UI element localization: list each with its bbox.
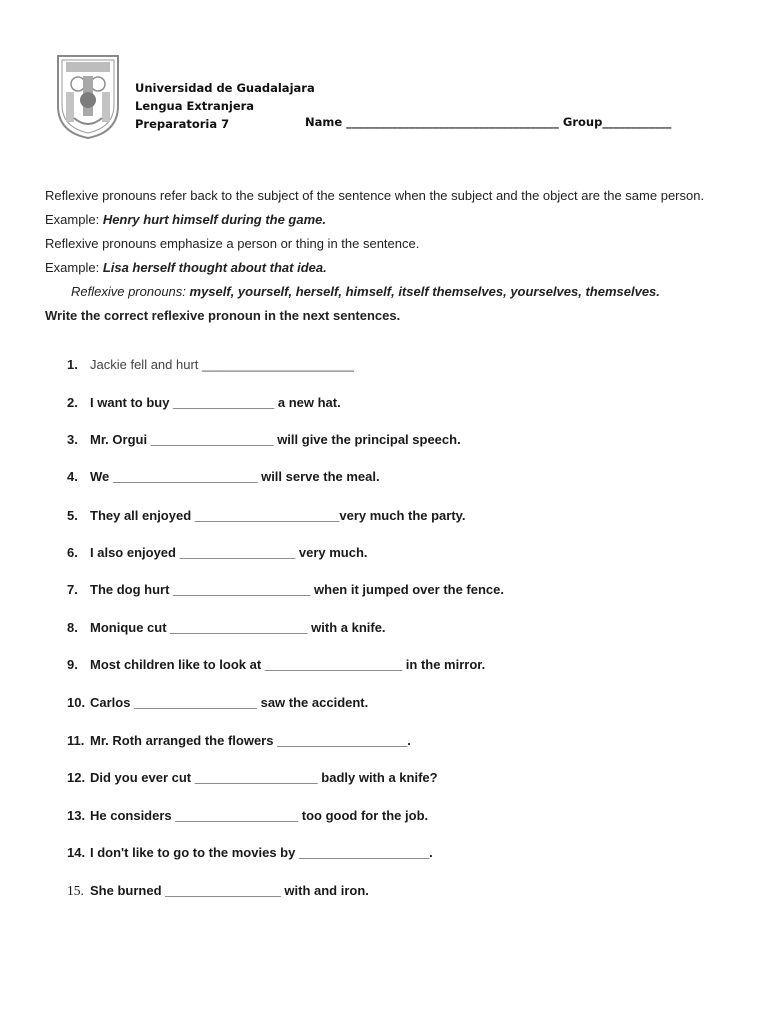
question-number: 11. [67, 733, 85, 748]
question-text: They all enjoyed ____________________very much the party. [90, 508, 466, 523]
pronoun-list [45, 283, 715, 300]
question-number: 6. [67, 545, 78, 560]
question-text: Most children like to look at ___________________ in the mirror. [90, 657, 486, 672]
question-number: 7. [67, 582, 78, 597]
question-item [67, 695, 368, 710]
question-text: We ____________________ will serve the meal. [90, 469, 380, 484]
question-text: I don't like to go to the movies by __________________. [90, 845, 433, 860]
example-1 [45, 211, 715, 228]
question-text: Carlos _________________ saw the accident. [90, 695, 369, 710]
question-item [67, 620, 386, 635]
question-number: 2. [67, 395, 78, 410]
question-text: I want to buy ______________ a new hat. [90, 395, 341, 410]
question-number: 15. [67, 883, 84, 898]
question-item [67, 432, 461, 447]
question-text: I also enjoyed ________________ very much. [90, 545, 368, 560]
question-text: Mr. Orgui _________________ will give the principal speech. [90, 432, 461, 447]
definition-2: Reflexive pronouns emphasize a person or thing in the sentence. [45, 236, 420, 251]
question-item [67, 357, 354, 372]
question-number: 5. [67, 508, 78, 523]
question-number: 13. [67, 808, 86, 823]
instructions-section [45, 187, 715, 324]
question-text: Did you ever cut _________________ badly with a knife? [90, 770, 438, 785]
question-text: He considers _________________ too good for the job. [90, 808, 429, 823]
question-number: 4. [67, 469, 78, 484]
exercise-instruction: Write the correct reflexive pronoun in the next sentences. [45, 308, 401, 323]
question-number: 9. [67, 657, 78, 672]
question-text: Monique cut ___________________ with a knife. [90, 620, 386, 635]
question-item [67, 545, 368, 560]
question-number: 8. [67, 620, 78, 635]
question-item [67, 582, 504, 597]
question-number: 3. [67, 432, 78, 447]
header-institution [135, 79, 315, 133]
example-sentence: Henry hurt himself during the game. [102, 212, 327, 227]
definition-1: Reflexive pronouns refer back to the subject of the sentence when the subject and the object are the same person. [45, 188, 705, 203]
question-item [67, 845, 433, 860]
question-item [67, 883, 369, 899]
example-sentence: Lisa herself thought about that idea. [102, 260, 327, 275]
question-item [67, 733, 411, 748]
question-text: Mr. Roth arranged the flowers __________________. [90, 733, 411, 748]
question-text: The dog hurt ___________________ when it jumped over the fence. [90, 582, 505, 597]
question-item [67, 770, 438, 785]
question-item [67, 508, 466, 523]
example-label: Example: [45, 260, 103, 275]
question-text: Jackie fell and hurt _____________________ [90, 357, 354, 372]
pronoun-list-items: myself, yourself, herself, himself, itself themselves, yourselves, themselves. [189, 284, 660, 299]
example-2 [45, 259, 715, 276]
question-item [67, 657, 485, 672]
question-item [67, 469, 380, 484]
example-label: Example: [45, 212, 103, 227]
question-item [67, 395, 341, 410]
question-number: 14. [67, 845, 86, 860]
question-text: She burned ________________ with and iron. [90, 883, 369, 898]
name-group-line: Name _____________________________________ Group____________ [305, 115, 672, 129]
question-number: 10. [67, 695, 86, 710]
university-name: Universidad de Guadalajara [135, 81, 315, 95]
question-number: 1. [67, 357, 78, 372]
question-number: 12. [67, 770, 86, 785]
question-item [67, 808, 428, 823]
pronoun-list-label: Reflexive pronouns: [71, 284, 190, 299]
university-seal-logo [52, 48, 124, 140]
subject-name: Lengua Extranjera [135, 99, 255, 113]
seal-icon [52, 48, 124, 140]
school-name: Preparatoria 7 [135, 117, 230, 131]
